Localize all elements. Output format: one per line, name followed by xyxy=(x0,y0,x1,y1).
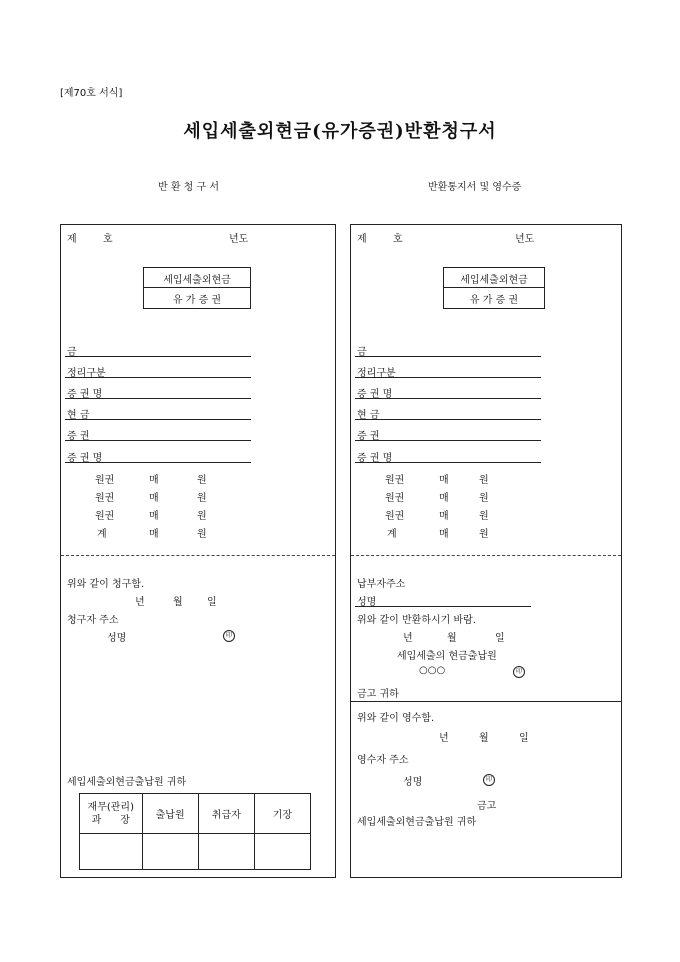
amount-count: 매 xyxy=(149,529,159,540)
field-line xyxy=(355,440,541,441)
field-line xyxy=(65,462,251,463)
year-label: 년도 xyxy=(515,234,535,245)
amount-unit: 원권 xyxy=(95,475,115,486)
field-securities: 증 권 xyxy=(67,431,90,442)
field-line xyxy=(355,377,541,378)
date-year: 년 xyxy=(403,633,413,644)
form-number: [제70호 서식] xyxy=(60,88,123,99)
field-line xyxy=(355,606,531,607)
right-subtitle: 반환통지서 및 영수증 xyxy=(428,182,522,193)
category-cash: 세입세출외현금 xyxy=(163,275,231,286)
official-title: 세입세출의 현금출납원 xyxy=(397,651,497,662)
year-label: 년도 xyxy=(229,234,249,245)
sig-cell[interactable] xyxy=(142,834,198,870)
category-box xyxy=(443,267,545,309)
ho-label: 호 xyxy=(103,234,113,245)
date-month: 월 xyxy=(447,633,457,644)
seal-icon: 印 xyxy=(223,630,235,642)
payer-name: 성명 xyxy=(357,597,377,608)
field-line xyxy=(65,419,251,420)
receipt-text: 위와 같이 영수함. xyxy=(357,713,435,724)
claimant-address: 청구자 주소 xyxy=(67,615,119,626)
amount-count: 매 xyxy=(439,511,449,522)
field-line xyxy=(65,377,251,378)
signature-table xyxy=(79,793,311,870)
bank-addressee: 금고 귀하 xyxy=(357,689,399,700)
return-text: 위와 같이 반환하시기 바람. xyxy=(357,615,476,626)
amount-won: 원 xyxy=(197,529,207,540)
claimant-name: 성명 xyxy=(107,633,127,644)
field-line xyxy=(355,419,541,420)
field-amount: 금 xyxy=(357,347,367,358)
field-security-name-2: 증 권 명 xyxy=(357,453,393,464)
left-addressee: 세입세출외현금출납원 귀하 xyxy=(67,777,187,788)
amount-total: 계 xyxy=(387,529,397,540)
bank-label: 금고 xyxy=(477,801,497,812)
category-cash: 세입세출외현금 xyxy=(460,275,528,286)
payer-address: 납부자주소 xyxy=(357,579,406,590)
no-label: 제 xyxy=(67,234,77,245)
dashed-divider xyxy=(351,555,621,556)
left-subtitle: 반 환 청 구 서 xyxy=(158,182,220,193)
amount-unit: 원권 xyxy=(95,511,115,522)
amount-unit: 원권 xyxy=(95,493,115,504)
sig-header-bookkeeper: 기장 xyxy=(254,794,310,834)
sig-cell[interactable] xyxy=(254,834,310,870)
amount-count: 매 xyxy=(149,493,159,504)
field-securities: 증 권 xyxy=(357,431,380,442)
date-day: 일 xyxy=(207,597,217,608)
seal-icon: 印 xyxy=(513,666,525,678)
category-securities: 유 가 증 권 xyxy=(469,295,519,306)
field-line xyxy=(355,462,541,463)
field-category: 정리구분 xyxy=(67,368,106,379)
sig-cell[interactable] xyxy=(198,834,254,870)
sig-header-handler: 취급자 xyxy=(198,794,254,834)
date-year: 년 xyxy=(439,733,449,744)
no-label: 제 xyxy=(357,234,367,245)
amount-count: 매 xyxy=(149,475,159,486)
field-line xyxy=(65,356,251,357)
field-category: 정리구분 xyxy=(357,368,396,379)
sig-header-manager: 재무(관리) 과 장 xyxy=(80,794,143,834)
amount-count: 매 xyxy=(439,493,449,504)
amount-unit: 원권 xyxy=(385,493,405,504)
field-line xyxy=(355,356,541,357)
field-line xyxy=(355,398,541,399)
date-day: 일 xyxy=(519,733,529,744)
amount-won: 원 xyxy=(479,475,489,486)
seal-icon: 印 xyxy=(483,774,495,786)
field-cash: 현 금 xyxy=(67,410,90,421)
ho-label: 호 xyxy=(393,234,403,245)
amount-won: 원 xyxy=(197,511,207,522)
notice-receipt-panel xyxy=(350,224,622,878)
amount-unit: 원권 xyxy=(385,511,405,522)
amount-total: 계 xyxy=(97,529,107,540)
official-name: ○○○ xyxy=(419,665,446,676)
category-securities: 유 가 증 권 xyxy=(172,295,222,306)
amount-won: 원 xyxy=(197,493,207,504)
receiver-name: 성명 xyxy=(403,777,423,788)
dashed-divider xyxy=(61,555,335,556)
sig-header-cashier: 출납원 xyxy=(142,794,198,834)
right-addressee: 세입세출외현금출납원 귀하 xyxy=(357,817,477,828)
field-line xyxy=(65,398,251,399)
amount-won: 원 xyxy=(479,511,489,522)
amount-won: 원 xyxy=(197,475,207,486)
field-security-name: 증 권 명 xyxy=(67,389,103,400)
amount-unit: 원권 xyxy=(385,475,405,486)
amount-won: 원 xyxy=(479,493,489,504)
field-cash: 현 금 xyxy=(357,410,380,421)
claim-form-panel xyxy=(60,224,336,878)
category-divider xyxy=(444,287,544,288)
amount-count: 매 xyxy=(439,529,449,540)
category-divider xyxy=(144,287,250,288)
field-line xyxy=(65,440,251,441)
date-day: 일 xyxy=(495,633,505,644)
sig-cell[interactable] xyxy=(80,834,143,870)
field-security-name-2: 증 권 명 xyxy=(67,453,103,464)
category-box xyxy=(143,267,251,309)
amount-count: 매 xyxy=(439,475,449,486)
request-text: 위와 같이 청구함. xyxy=(67,579,145,590)
field-security-name: 증 권 명 xyxy=(357,389,393,400)
field-amount: 금 xyxy=(67,347,77,358)
date-month: 월 xyxy=(173,597,183,608)
amount-won: 원 xyxy=(479,529,489,540)
page-title: 세입세출외현금(유가증권)반환청구서 xyxy=(183,121,497,142)
amount-count: 매 xyxy=(149,511,159,522)
receiver-address: 영수자 주소 xyxy=(357,755,409,766)
date-month: 월 xyxy=(479,733,489,744)
date-year: 년 xyxy=(135,597,145,608)
section-divider xyxy=(351,701,621,702)
